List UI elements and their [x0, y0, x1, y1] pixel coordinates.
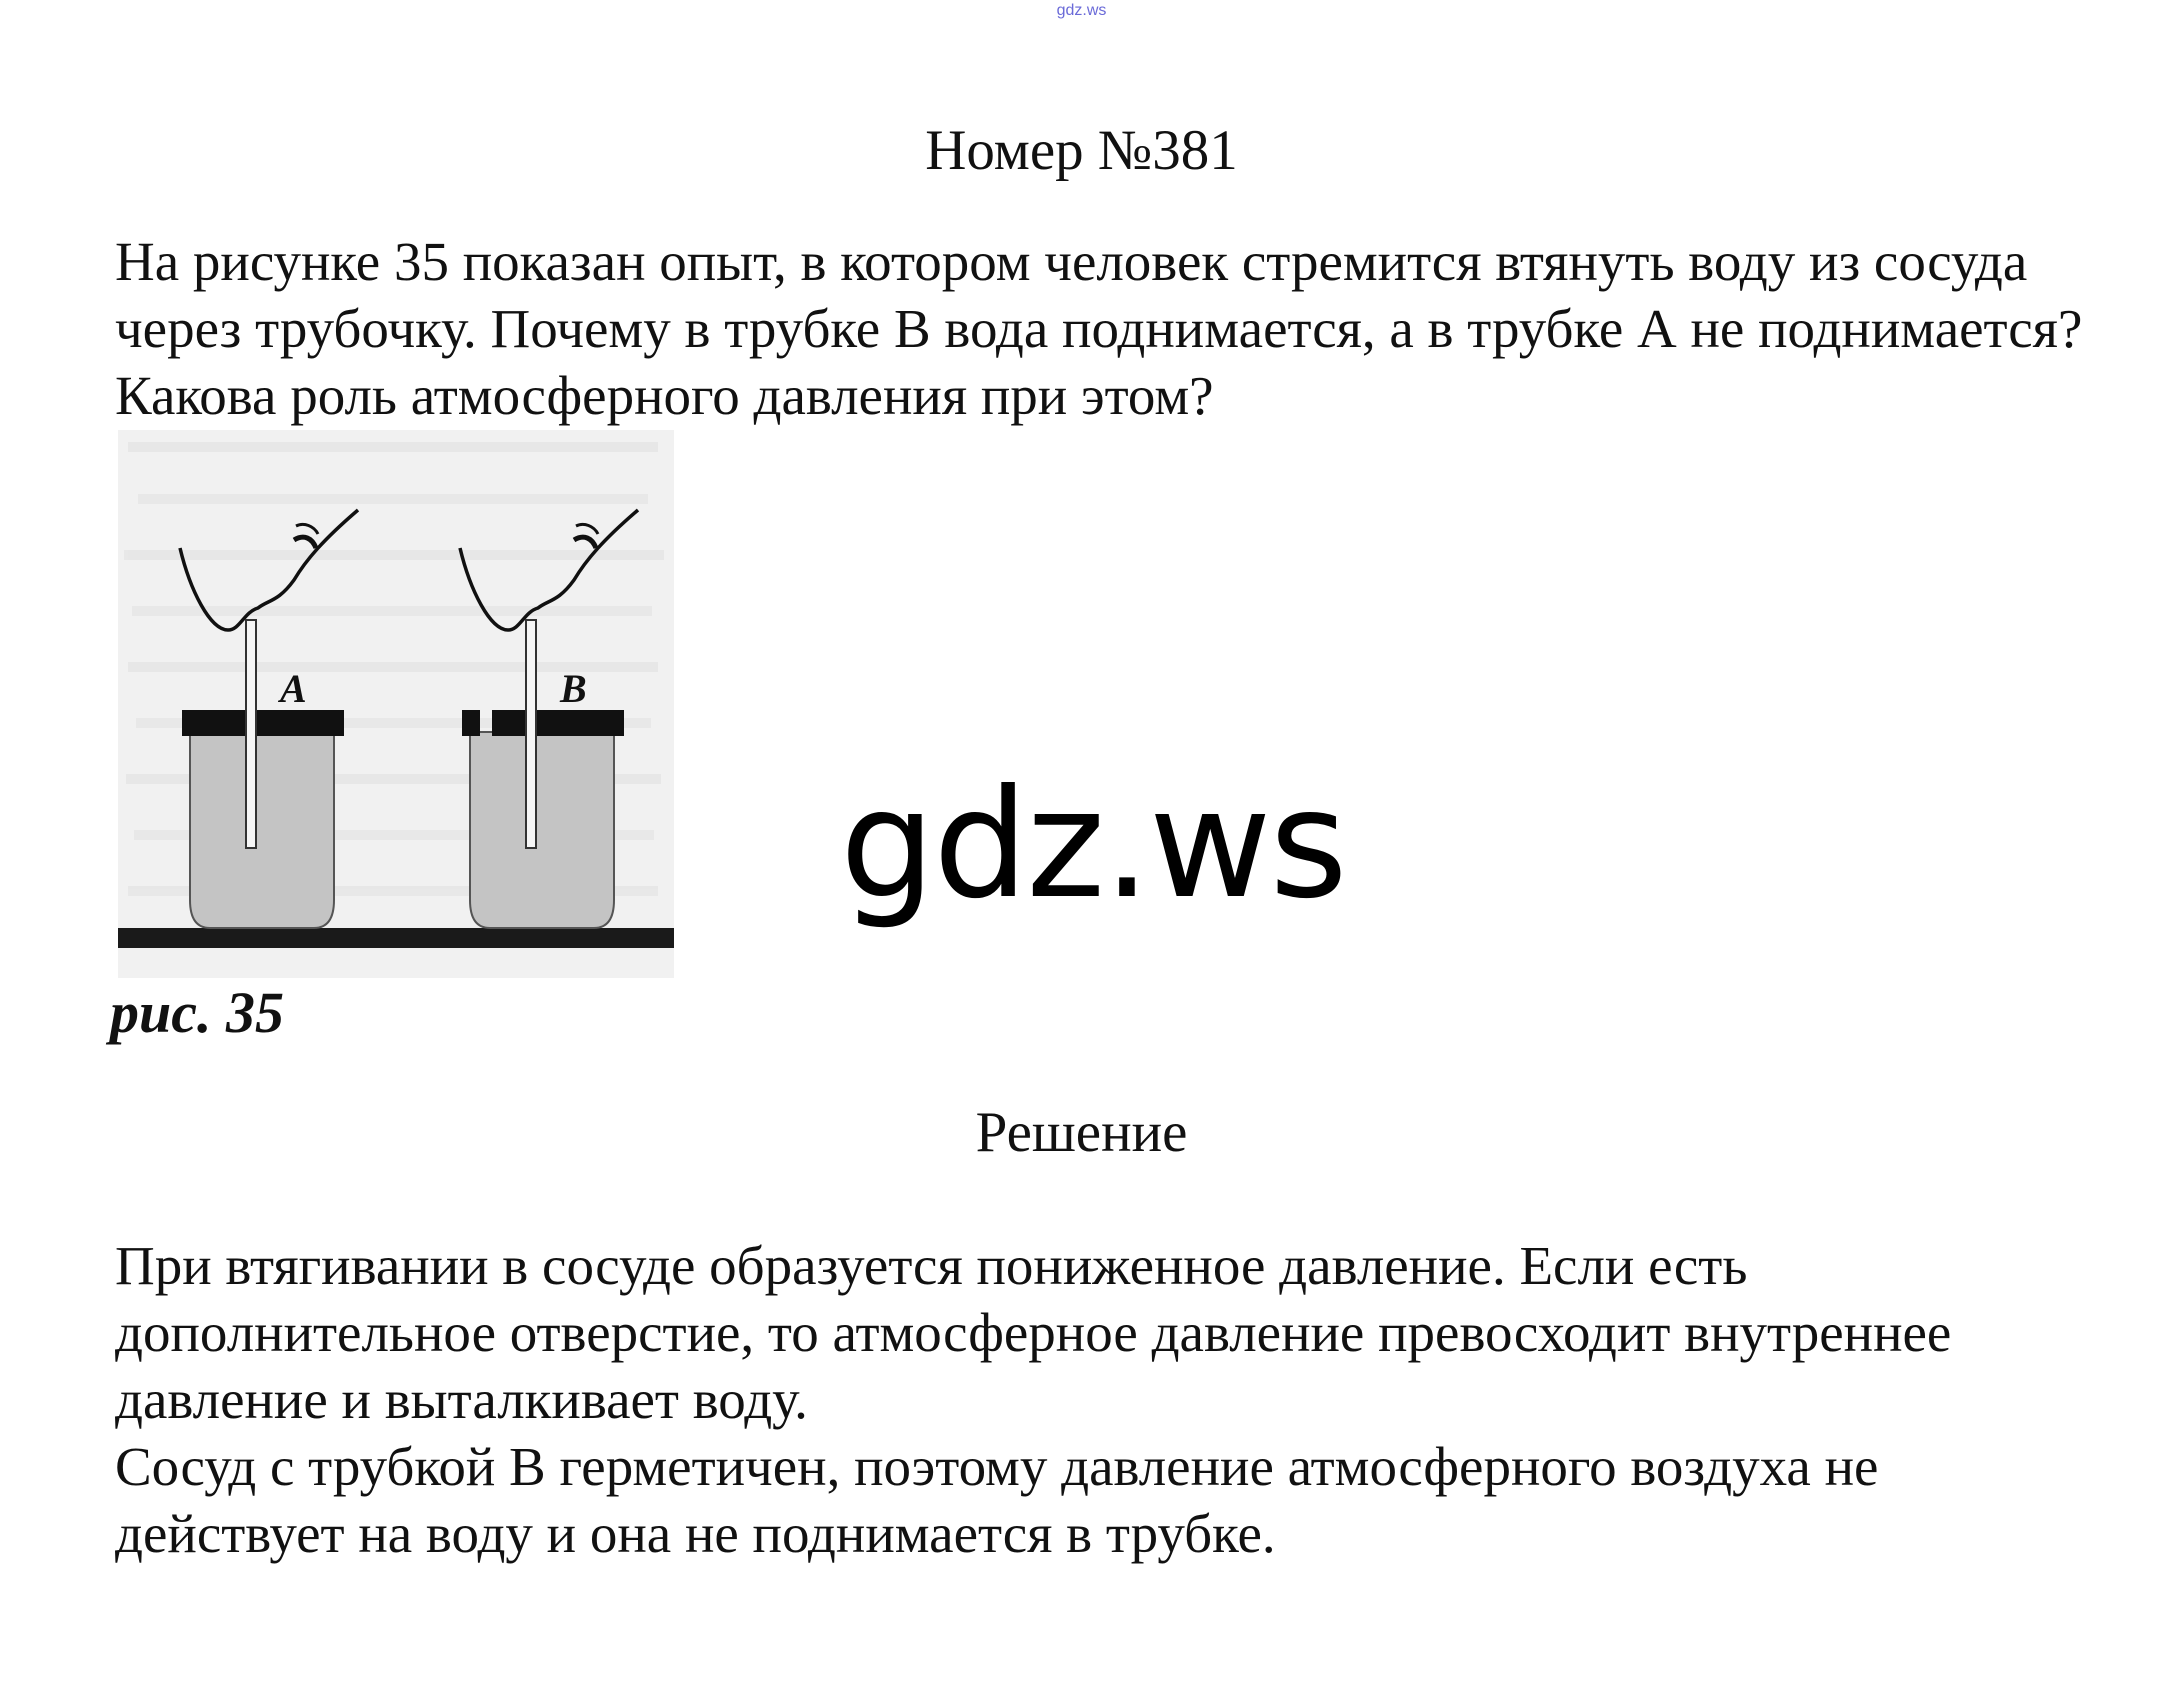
straw-b	[526, 620, 536, 848]
solution-title: Решение	[975, 1101, 1188, 1164]
solution-paragraph-2: Сосуд с трубкой В герметичен, поэтому давление атмосферного воздуха не действует на воду и она не поднимается в трубке.	[115, 1436, 1879, 1564]
page-title: Номер №381	[925, 119, 1238, 182]
watermark: gdz.ws	[840, 758, 1346, 932]
solution-paragraph-1: При втягивании в сосуде образуется пониженное давление. Если есть дополнительное отверстие, то атмосферное давление превосходит внутреннее давление и выталкивает воду.	[115, 1235, 1952, 1430]
table-surface	[118, 928, 674, 948]
lid-a-sealed	[182, 710, 344, 736]
straw-a	[246, 620, 256, 848]
lid-b-right	[492, 710, 624, 736]
jar-a	[190, 732, 334, 928]
figure-35	[118, 430, 674, 978]
label-a: A	[280, 666, 307, 711]
problem-text: На рисунке 35 показан опыт, в котором человек стремится втянуть воду из сосуда через трубочку. Почему в трубке В вода поднимается, а в трубке А не поднимается? Какова роль атмосферного давления при этом?	[115, 231, 2083, 426]
solution-text	[115, 1232, 2105, 1567]
figure-caption: рис. 35	[110, 980, 284, 1045]
site-mark: gdz.ws	[1056, 2, 1107, 19]
jar-b	[470, 732, 614, 928]
label-b: B	[560, 666, 587, 711]
experiment-illustration	[118, 430, 674, 978]
lid-b-left	[462, 710, 480, 736]
